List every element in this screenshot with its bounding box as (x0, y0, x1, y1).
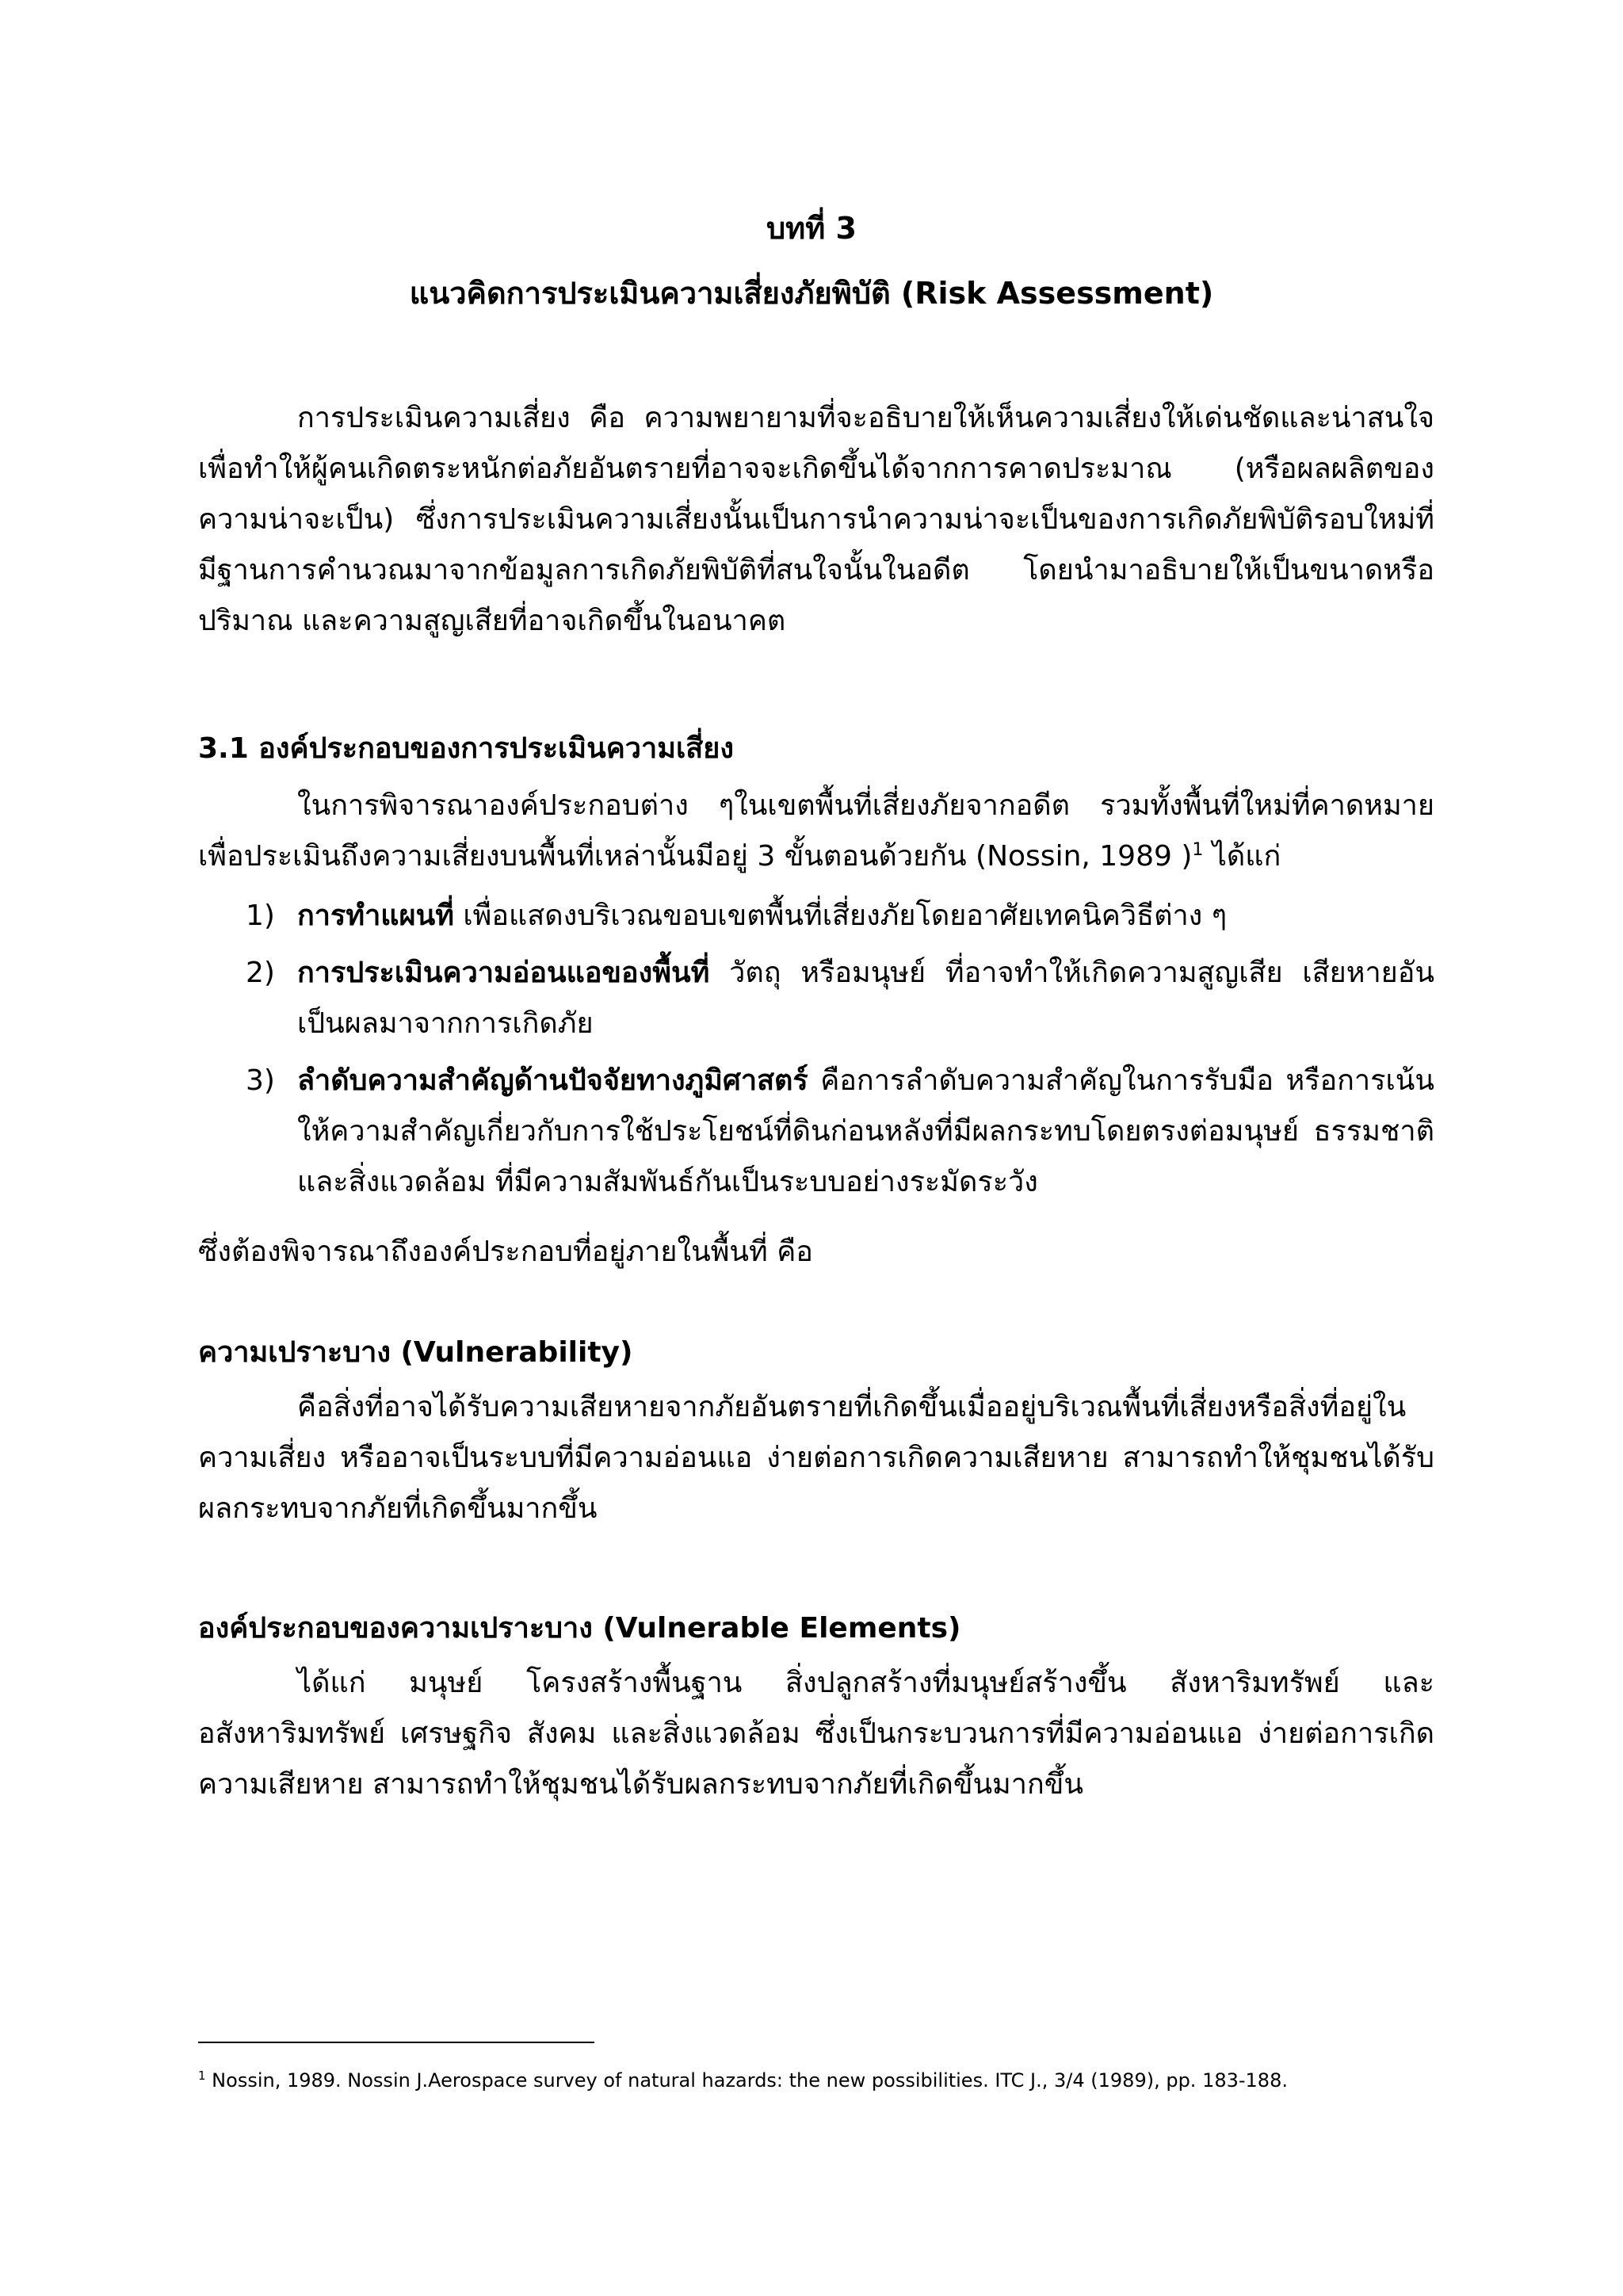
vulnerability-heading: ความเปราะบาง (Vulnerability) (198, 1336, 633, 1369)
list-item-number: 2) (246, 957, 275, 989)
footnote (198, 2067, 1466, 2094)
vulnerable-elements-heading: องค์ประกอบของความเปราะบาง (Vulnerable Elements) (198, 1612, 961, 1645)
footnote-mark: 1 (198, 2069, 206, 2083)
list-item-title: การทำแผนที่ (297, 900, 454, 932)
list-item (198, 948, 1434, 1049)
section-3-1-text: ในการพิจารณาองค์ประกอบต่าง ๆในเขตพื้นที่เสี่ยงภัยจากอดีต รวมทั้งพื้นที่ใหม่ที่คาดหมายเพื่อประเมินถึงความเสี่ยงบนพื้นที่เหล่านั้นมีอยู่ 3 ขั้นตอนด้วยกัน (Nossin, 1989 ) (198, 789, 1434, 873)
section-3-1-paragraph (198, 781, 1434, 882)
list-item (198, 891, 1434, 942)
intro-paragraph: การประเมินความเสี่ยง คือ ความพยายามที่จะอธิบายให้เห็นความเสี่ยงให้เด่นชัดและน่าสนใจเพื่อทำให้ผู้คนเกิดตระหนักต่อภัยอันตรายที่อาจจะเกิดขึ้นได้จากการคาดประมาณ (หรือผลผลิตของความน่าจะเป็น) ซึ่งการประเมินความเสี่ยงนั้นเป็นการนำความน่าจะเป็นของการเกิดภัยพิบัติรอบใหม่ที่มีฐานการคำนวณมาจากข้อมูลการเกิดภัยพิบัติที่สนใจนั้นในอดีต โดยนำมาอธิบายให้เป็นขนาดหรือปริมาณ และความสูญเสียที่อาจเกิดขึ้นในอนาคต (198, 402, 1434, 637)
vulnerable-elements-section (198, 1658, 1434, 1810)
closing-line: ซึ่งต้องพิจารณาถึงองค์ประกอบที่อยู่ภายในพื้นที่ คือ (198, 1236, 813, 1268)
intro-section (198, 393, 1434, 647)
list-item-title: การประเมินความอ่อนแอของพื้นที่ (297, 957, 710, 989)
list-item-number: 3) (246, 1064, 275, 1097)
list-item-number: 1) (246, 900, 275, 932)
chapter-title: แนวคิดการประเมินความเสี่ยงภัยพิบัติ (Risk Assessment) (409, 276, 1214, 311)
list-item-text: วัตถุ หรือมนุษย์ ที่อาจทำให้เกิดความสูญเสีย เสียหายอันเป็นผลมาจากการเกิดภัย (297, 957, 1434, 1040)
section-heading-3-1: 3.1 องค์ประกอบของการประเมินความเสี่ยง (198, 732, 734, 765)
vulnerability-paragraph: คือสิ่งที่อาจได้รับความเสียหายจากภัยอันตรายที่เกิดขึ้นเมื่ออยู่บริเวณพื้นที่เสี่ยงหรือสิ่งที่อยู่ในความเสี่ยง หรืออาจเป็นระบบที่มีความอ่อนแอ ง่ายต่อการเกิดความเสียหาย สามารถทำให้ชุมชนได้รับผลกระทบจากภัยที่เกิดขึ้นมากขึ้น (198, 1391, 1434, 1525)
footnote-ref-mark: 1 (1192, 840, 1204, 860)
section-3-1-text-end: ได้แก่ (1203, 840, 1281, 873)
list-item-text: คือการลำดับความสำคัญในการรับมือ หรือการเน้นให้ความสำคัญเกี่ยวกับการใช้ประโยชน์ที่ดินก่อนหลังที่มีผลกระทบโดยตรงต่อมนุษย์ ธรรมชาติ และสิ่งแวดล้อม ที่มีความสัมพันธ์กันเป็นระบบอย่างระมัดระวัง (297, 1064, 1434, 1198)
list-item-text: เพื่อแสดงบริเวณขอบเขตพื้นที่เสี่ยงภัยโดยอาศัยเทคนิควิธีต่าง ๆ (453, 900, 1228, 932)
section-3-1-closing (198, 1227, 1434, 1278)
list-item-title: ลำดับความสำคัญด้านปัจจัยทางภูมิศาสตร์ (297, 1064, 808, 1097)
vulnerability-section (198, 1382, 1434, 1534)
list-item (198, 1056, 1434, 1208)
chapter-number: บทที่ 3 (766, 211, 857, 246)
footnote-divider (198, 2042, 594, 2043)
footnote-text: Nossin, 1989. Nossin J.Aerospace survey of natural hazards: the new possibilities. ITC J., 3/4 (1989), pp. 183-188. (205, 2069, 1288, 2092)
section-3-1-intro (198, 781, 1434, 882)
vulnerable-elements-paragraph: ได้แก่ มนุษย์ โครงสร้างพื้นฐาน สิ่งปลูกสร้างที่มนุษย์สร้างขึ้น สังหาริมทรัพย์ และอสังหาริมทรัพย์ เศรษฐกิจ สังคม และสิ่งแวดล้อม ซึ่งเป็นกระบวนการที่มีความอ่อนแอ ง่ายต่อการเกิดความเสียหาย สามารถทำให้ชุมชนได้รับผลกระทบจากภัยที่เกิดขึ้นมากขึ้น (198, 1667, 1434, 1801)
steps-list (198, 891, 1434, 1214)
